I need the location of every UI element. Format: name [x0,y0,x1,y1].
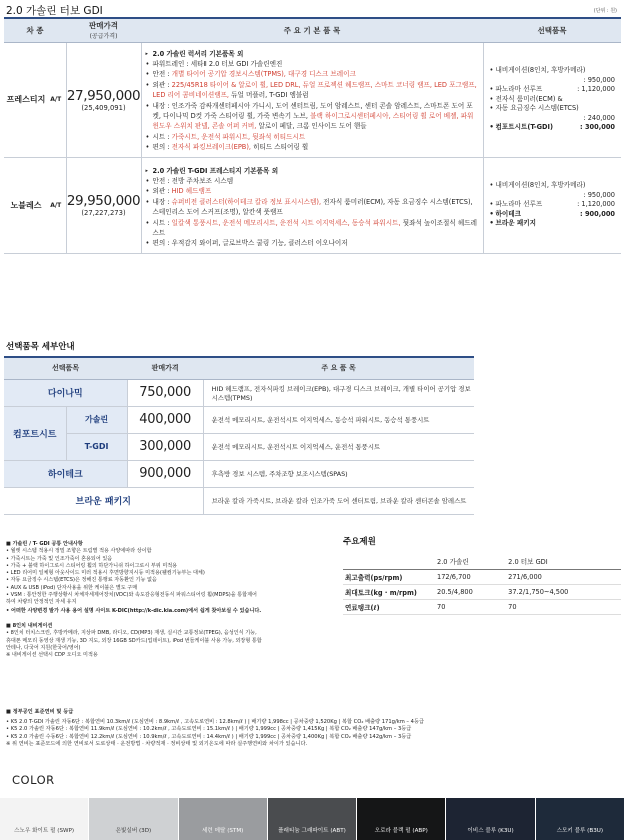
table-row [343,585,621,600]
price-value: 27,950,000 [66,87,141,104]
feature-item [146,142,479,152]
note-line: • 가죽 + 블랙 하이그로시 스티어링 휠의 하단가니쉬 하이그로시 부위 미적용 [6,562,178,569]
notes-block [6,541,338,659]
options-section-title: 선택품목 세부안내 [6,342,75,352]
option-item [490,114,616,124]
feature-list [141,157,483,253]
page-title: 2.0 가솔린 터보 GDI [6,5,103,17]
feature-text: 전자식 룸미러(ECM), 자동 요금징수 시스템(ETCS), 스테인리스 도어 스커프(조명), 알칸색 풋램프 [152,197,473,217]
option-price: 750,000 [127,379,203,406]
feature-item [146,176,479,186]
notes-title: ■ 8인치 내비게이션 [6,622,53,629]
note-line: • 자동 요금징수 시스템(ETCS)은 정해진 통행료 자동환인 기능 없음 [6,577,157,584]
table-row [4,460,474,487]
options-header-name: 선택품목 [4,357,127,379]
color-swatch[interactable]: 세련 메탈 (STM) [179,798,268,840]
feature-highlight: 블랙 하이그로시센터페시아, 스티어링 휠 로어 베젤, 파워윈도우 스위치 판넬, 콘솔 어퍼 커버, [152,111,474,131]
option-desc: 운전석 메모리시트, 운전석시트 이지억세스, 동승석 파워시트, 동승석 통풍시트 [203,406,474,433]
option-name: 브라운 패키지 [4,487,203,514]
price-value: 29,950,000 [66,193,141,210]
feature-text: 히티드 스티어링 휠 [251,143,309,152]
table-row [4,406,474,433]
note-line: • AUX & USB (iPod) 단자사용을 위한 케이블은 별도 구매 [6,584,138,591]
option-price: : 300,000 [580,123,615,132]
option-price: : 950,000 [583,190,615,199]
option-name: 다이나믹 [4,379,127,406]
color-swatch[interactable]: 이비스 블루 (K3U) [446,798,535,840]
table-row [4,157,621,253]
color-swatch[interactable]: 은빛실버 (3D) [89,798,178,840]
table-row [4,42,621,157]
spec-val: 37.2/1,750~4,500 [506,585,621,600]
table-row [4,487,474,514]
notes-title: ■ 가솔린 / T- GDI 공통 안내사항 [6,541,83,547]
options-header-desc: 주 요 품 목 [203,357,474,379]
color-swatch[interactable]: 플래티늄 그래파이트 (ABT) [268,798,357,840]
note-line: • 가죽시트는 가죽 및 인조가죽이 혼용되어 있음 [6,555,113,562]
option-item [490,104,616,114]
note-line: • VSM : 통안정한 주행상황시 차체자세제어장치(VDC)와 속도감응형전동식 파워스티어링 휠(MDPS)을 통합제어 [6,592,257,599]
option-item [490,219,616,229]
feature-highlight: 225/45R18 타이어 & 알로이 휠, LED DRL, 듀얼 프로젝션 헤드램프, 스마트 코너링 램프, LED 포그램프, LED 리어 콤비네이션램프, [152,80,477,100]
feature-item: ▸ 2.0 가솔린 럭셔리 기본품목 외 [146,49,479,59]
feature-item: ▸ 2.0 가솔린 T-GDI 프레스티지 기본품목 외 [146,166,479,176]
feature-item [146,186,479,196]
transmission: A/T [46,42,66,157]
note-line: 안테나, 다국어 지원(한국어/영어) [6,644,81,651]
feature-highlight: 슈퍼비전 클러스터(하이테크 칼라 정보 표시시스템), [171,197,322,206]
option-item [490,181,616,191]
specs-col: 2.0 터보 GDI [506,553,621,570]
option-price: : 900,000 [580,209,615,218]
unit-label: (단위 : 원) [593,8,617,14]
trim-price [66,42,141,157]
option-item [490,123,616,133]
supply-price: (25,409,091) [81,103,126,112]
option-price: 300,000 [127,433,203,460]
option-price: : 1,120,000 [577,85,615,94]
option-name: • 브라운 패키지 [495,219,537,228]
option-price: 900,000 [127,460,203,487]
fuel-line: ※ 위 연비는 표준모드에 의한 연비로서 도로상태 · 운전방법 · 차량적재 · 정비상태 및 외기온도에 따라 실주행연비와 차이가 있습니다. [6,741,308,748]
feature-label: 시트 : [152,218,172,227]
header-options: 선택품목 [483,18,621,42]
option-item [490,210,616,220]
option-list [483,157,621,253]
color-swatch[interactable]: 스모키 블루 (B3U) [536,798,625,840]
header-model: 차 종 [4,18,66,42]
spec-val: 20.5/4,800 [435,585,506,600]
fuel-line: • K5 2.0 가솔린 수동6단 : 복합연비 12.2km/ℓ (도심연비 : 10.9km/ℓ , 고속도로연비 : 14.4km/ℓ ) | 배기량 1,999cc | 공차중량 1,400Kg | 복합 CO₂ 배출량 142g/km – 3등급 [6,733,412,740]
option-price: : 1,120,000 [577,200,615,209]
color-swatch[interactable]: 스노우 화이트 펄 (SWP) [0,798,89,840]
spec-val: 70 [506,600,621,615]
options-header-price: 판매가격 [127,357,203,379]
header-features: 주 요 기 본 품 목 [141,18,483,42]
note-line: • 8인치 터치스크린, 후방카메라, 지상파 DMB, 라디오, CD(MP3) 재생, 실시간 교통정보(TPEG), 음성인식 기능, [6,630,257,637]
option-desc: 후측방 경보 시스템, 주차조향 보조시스템(SPAS) [203,460,474,487]
feature-highlight: HID 헤드램프 [171,187,212,196]
feature-item [146,218,479,239]
table-row [343,600,621,615]
option-item [490,95,616,105]
option-name: • 파노라마 선루프 [495,85,543,94]
spec-key: 최대토크(kg · m/rpm) [343,585,435,600]
feature-item: • 파워트레인 : 세타Ⅱ 2.0 터보 GDI 가솔린엔진 [146,59,479,69]
feature-label: 내장 : [152,197,172,206]
feature-text: 듀얼 머플러, T-GDI 엠블럼 [229,91,309,100]
feature-label: 안전 : [152,70,172,79]
feature-text: 뒷좌석 높이조절식 헤드레스트 [152,218,477,237]
feature-item [146,69,479,79]
spec-key: 연료탱크(ℓ) [343,600,435,615]
color-swatches [0,798,625,840]
supply-price: (27,227,273) [81,209,126,218]
table-row [4,379,474,406]
option-sub: 가솔린 [66,406,127,433]
notes-notice: • 어떠한 사양변경 발가 사용 용어 설명 사이트 K-DIC(http://k-dic.kia.com)에서 쉽게 찾아보실 수 있습니다. [6,607,262,614]
table-row [4,433,474,460]
feature-item [146,238,479,248]
fuel-title: ■ 정부공인 표준연비 및 등급 [6,709,74,715]
trim-name: 노블레스 [4,157,46,253]
note-line: • LED 리어미 일체형 아웃사이드 미러 적용시 후면방향지시등 미적용(웰컴기능부는 대체) [6,570,205,577]
feature-item [146,101,479,132]
specs-table [343,553,621,615]
option-name: 컴포트시트 [4,406,66,460]
feature-highlight: 전자식 파킹브레이크(EPB), [171,143,251,152]
specs-panel [343,535,621,615]
option-price: : 240,000 [583,113,615,122]
option-item [490,191,616,201]
feature-text: 알로이 페달, 크롬 인사이드 도어 핸들 [256,122,367,131]
feature-label: 외관 : [152,80,172,89]
trim-price [66,157,141,253]
transmission: A/T [46,157,66,253]
feature-label: 내장 : 인조가죽 감싸개센터페시아 가니시, 도어 센터트림, 도어 암레스트, 센터 콘솔 암레스트, 스마트폰 도어 포켓, 다이나믹 D컷 가죽 스티어링 휠, 가죽 변속기 노브, [152,101,473,120]
spec-val: 70 [435,600,506,615]
table-row [343,570,621,585]
option-name: • 파노라마 선루프 [495,200,543,209]
option-name: • 컴포트시트(T-GDI) [495,123,553,132]
option-list [483,42,621,157]
feature-label: 외관 : [152,187,172,196]
option-item [490,85,616,95]
option-price: : 950,000 [583,75,615,84]
note-line: ※ 내비게이션 선택시 CDP 오디오 미적용 [6,652,98,659]
option-name: • 자동 요금징수 시스템(ETCS) [495,104,579,113]
option-sub: T-GDI [66,433,127,460]
option-desc: 운전석 메모리시트, 운전석시트 이지억세스, 운전석 통풍시트 [203,433,474,460]
feature-item [146,197,479,218]
feature-item [146,132,479,142]
option-item [490,200,616,210]
option-desc: 브라운 칼라 가죽시트, 브라운 칼라 인조가죽 도어 센터트림, 브라운 칼라 센터콘솔 암레스트 [203,487,474,514]
option-name: • 하이테크 [495,209,521,218]
option-price: 400,000 [127,406,203,433]
spec-val: 172/6,700 [435,570,506,585]
fuel-efficiency-block [6,709,618,749]
note-line: 휴대폰 메모리 동영상 재생 기능, 3D 지도, 외장 16GB SD카드(업데이트), iPod 번들케이블 사용 가능, 외장형 통합 [6,637,262,644]
fuel-line: • K5 2.0 T-GDI 가솔린 자동6단 : 복합연비 10.3km/ℓ (도심연비 : 8.9km/ℓ , 고속도로연비 : 12.8km/ℓ ) | 배기량 1,998cc | 공차중량 1,520Kg | 복합 CO₂ 배출량 171g/km – 4등급 [6,718,424,725]
feature-label: 안전 : 전방 주차보조 시스템 [152,176,234,185]
option-desc: HID 헤드램프, 전자식파킹 브레이크(EPB), 대구경 디스크 브레이크, 개별 타이어 공기압 경보시스템(TPMS) [203,379,474,406]
option-name: • 내비게이션(8인치, 후방카메라) [495,181,586,190]
feature-list [141,42,483,157]
spec-key: 최고출력(ps/rpm) [343,570,435,585]
feature-highlight: 일칼색 통풍시트, 운전석 메모리시트, 운전석 시트 이지억세스, 동승석 파워시트, [171,218,401,227]
option-item [490,66,616,76]
feature-label: 시트 : [152,132,172,141]
specs-col: 2.0 가솔린 [435,553,506,570]
feature-label: 편의 : [152,143,172,152]
trim-table [4,17,621,254]
options-detail-table [4,356,474,515]
color-title: COLOR [12,773,55,787]
option-item [490,76,616,86]
option-name: • 전자식 룸미러(ECM) & [495,94,563,103]
feature-label: 편의 : 우적감지 와이퍼, 글로브박스 쿨링 기능, 클러스터 이오나이저 [152,239,348,248]
color-swatch[interactable]: 오로라 블랙 펄 (ABP) [357,798,446,840]
option-name: • 내비게이션(8인치, 후방카메라) [495,66,586,75]
feature-item [146,80,479,101]
fuel-line: • K5 2.0 가솔린 자동6단 : 복합연비 11.9km/ℓ (도심연비 : 10.2km/ℓ , 고속도로연비 : 15.1km/ℓ ) | 배기량 1,999cc | 공차중량 1,415Kg | 복합 CO₂ 배출량 147g/km – 3등급 [6,726,412,733]
spec-val: 271/6,000 [506,570,621,585]
specs-title: 주요제원 [343,537,376,547]
feature-highlight: 개별 타이어 공기압 경보시스템(TPMS), 대구경 디스크 브레이크 [171,70,356,79]
option-name: 하이테크 [4,460,127,487]
note-line: • 월렛 시스템 적용시 정밀 조향은 트림별 적용 사양에따라 상이함 [6,548,152,555]
note-line: 하여 차량의 안정적인 자세 유지 [6,599,77,606]
feature-highlight: 가죽시트, 운전석 파워시트, 뒷좌석 히티드시트 [171,132,306,141]
trim-name: 프레스티지 [4,42,46,157]
header-price: 판매가격 (공급가격) [66,18,141,42]
